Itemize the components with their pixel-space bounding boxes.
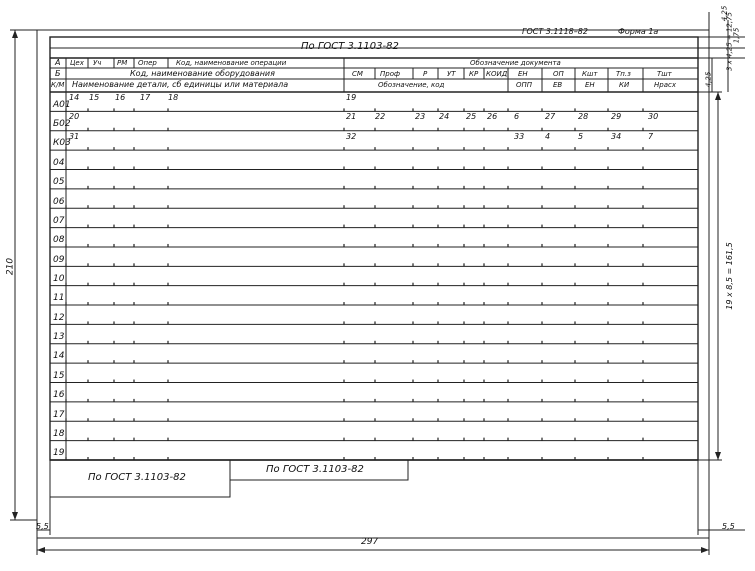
row-b-label: Б bbox=[55, 69, 61, 78]
cell-en: ЕН bbox=[518, 70, 528, 78]
row-code: К03 bbox=[53, 138, 71, 149]
cell-number: 26 bbox=[487, 112, 498, 122]
cell-number: 5 bbox=[578, 131, 584, 141]
row-code: 16 bbox=[53, 390, 65, 401]
row-code: 07 bbox=[53, 215, 65, 226]
row-code: 08 bbox=[53, 235, 65, 246]
cell-number: 18 bbox=[168, 93, 179, 102]
cell-number: 16 bbox=[115, 93, 126, 102]
cell-number: 27 bbox=[545, 112, 556, 122]
cell-ceh: Цех bbox=[70, 59, 84, 67]
cell-number: 29 bbox=[611, 112, 622, 122]
cell-prof: Проф bbox=[380, 70, 400, 78]
cell-number: 25 bbox=[466, 112, 477, 122]
standard-title: ГОСТ 3.1118–82 bbox=[522, 27, 588, 36]
dim-left-margin: 5,5 bbox=[36, 522, 49, 531]
cell-number: 28 bbox=[578, 112, 589, 122]
page-title: По ГОСТ 3.1103-82 bbox=[301, 41, 399, 52]
cell-number: 23 bbox=[415, 112, 426, 122]
row-code: 12 bbox=[53, 312, 65, 323]
cell-number: 33 bbox=[514, 131, 525, 141]
footer-mid-box: По ГОСТ 3.1103-82 bbox=[266, 464, 364, 475]
cell-number: 19 bbox=[346, 93, 357, 102]
cell-uch: Уч bbox=[93, 59, 102, 67]
cell-opp: ОПП bbox=[516, 81, 533, 89]
cell-number: 32 bbox=[346, 131, 357, 141]
dim-head-a: 4,25 bbox=[704, 71, 713, 88]
cell-designation-code: Обозначение, код bbox=[378, 81, 445, 89]
cell-ev: ЕВ bbox=[553, 81, 563, 89]
cell-number: 15 bbox=[89, 93, 100, 102]
cell-ut: УТ bbox=[447, 70, 456, 78]
cell-koid: КОИД bbox=[486, 70, 508, 78]
cell-number: 20 bbox=[69, 112, 80, 122]
cell-ksht: Кшт bbox=[582, 70, 598, 78]
cell-op-name: Код, наименование операции bbox=[176, 59, 287, 67]
cell-r: Р bbox=[423, 70, 428, 78]
cell-number: 22 bbox=[375, 112, 386, 122]
dim-right-margin: 5,5 bbox=[722, 522, 735, 531]
row-code: 05 bbox=[53, 177, 65, 188]
cell-nrash: Нрасх bbox=[654, 81, 676, 89]
cell-sm: СМ bbox=[352, 70, 363, 78]
cell-equipment: Код, наименование оборудования bbox=[130, 69, 275, 78]
dim-width: 297 bbox=[361, 537, 379, 547]
cell-number: 6 bbox=[514, 112, 520, 122]
form-label: Форма 1а bbox=[618, 27, 659, 36]
cell-kr: КР bbox=[469, 70, 479, 78]
cell-op: ОП bbox=[553, 70, 564, 78]
row-code: Б02 bbox=[53, 119, 71, 130]
cell-number: 4 bbox=[545, 131, 551, 141]
cell-rm: РМ bbox=[117, 59, 128, 67]
cell-number: 34 bbox=[611, 131, 622, 141]
row-km-label: К/М bbox=[51, 81, 65, 89]
cell-tsht: Тшт bbox=[657, 70, 672, 78]
row-code: 17 bbox=[53, 409, 65, 420]
row-code: 19 bbox=[53, 448, 65, 459]
cell-part-name: Наименование детали, сб единицы или материала bbox=[72, 80, 289, 89]
row-code: 13 bbox=[53, 332, 65, 343]
row-code: 15 bbox=[53, 370, 65, 381]
cell-doc-designation: Обозначение документа bbox=[470, 59, 561, 67]
row-code: 04 bbox=[53, 157, 65, 168]
dim-top-b: 1,75 bbox=[732, 27, 741, 44]
cell-number: 24 bbox=[439, 112, 450, 122]
cell-number: 17 bbox=[140, 93, 151, 102]
row-a-label: А bbox=[55, 58, 61, 67]
row-code: 14 bbox=[53, 351, 65, 362]
cell-number: 14 bbox=[69, 93, 80, 102]
cell-number: 30 bbox=[648, 112, 659, 122]
cell-number: 31 bbox=[69, 131, 80, 141]
row-code: 10 bbox=[53, 274, 65, 284]
dim-head-b: 3 x 4,25 = 12,75 bbox=[725, 12, 734, 71]
cell-number: 7 bbox=[648, 131, 654, 141]
dim-rows-height: 19 x 8,5 = 161,5 bbox=[725, 242, 734, 310]
row-code: 09 bbox=[53, 254, 65, 265]
row-code: 11 bbox=[53, 293, 65, 304]
dim-height: 210 bbox=[5, 257, 16, 276]
row-code: 06 bbox=[53, 196, 65, 207]
cell-en2: ЕН bbox=[585, 81, 595, 89]
row-code: 18 bbox=[53, 428, 65, 439]
row-code: А01 bbox=[53, 99, 71, 110]
cell-tpz: Тп.з bbox=[616, 70, 631, 78]
dim-top-a: 4,25 bbox=[720, 5, 729, 22]
cell-oper: Опер bbox=[138, 59, 157, 67]
cell-number: 21 bbox=[346, 112, 357, 122]
footer-left-box: По ГОСТ 3.1103-82 bbox=[88, 472, 186, 483]
cell-ki: КИ bbox=[619, 81, 630, 89]
